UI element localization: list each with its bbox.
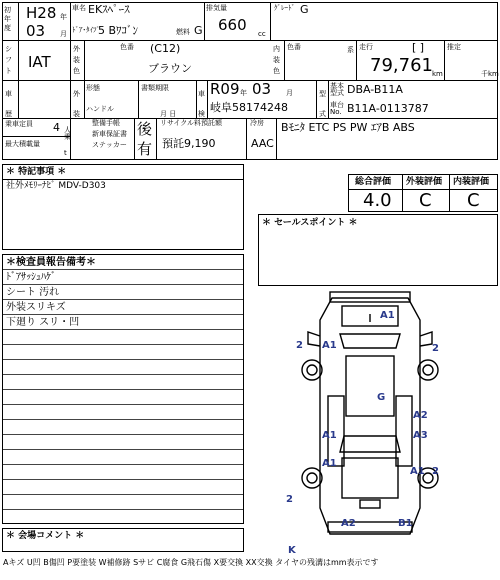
damage-mark: A3 xyxy=(413,430,428,441)
row-divider xyxy=(2,136,70,137)
handle-label: ハンドル xyxy=(86,105,114,113)
color-code-label: 色番 xyxy=(120,43,134,51)
month-unit: 月 xyxy=(60,30,67,38)
interior-score-label: 内装評価 xyxy=(453,177,490,187)
col-divider xyxy=(356,40,357,80)
damage-mark: A1 xyxy=(322,340,337,351)
inspector-item: シート 汚れ xyxy=(3,285,243,300)
model-label: 型式 xyxy=(319,90,326,118)
sales-point-box xyxy=(258,214,498,286)
row-divider xyxy=(270,40,498,41)
grade-value: G xyxy=(300,3,309,16)
grade-label: ｸﾞﾚｰﾄﾞ xyxy=(274,4,295,12)
warranty-label: 新車保証書 xyxy=(92,130,127,138)
col-divider xyxy=(449,175,450,211)
year-unit: 年 xyxy=(60,13,67,21)
blank-line xyxy=(3,345,243,360)
damage-mark: A2 xyxy=(341,518,356,529)
tire-tread-number: 2 xyxy=(296,340,303,351)
capacity-value: 4 xyxy=(53,121,60,134)
year-small-label: 初年度 xyxy=(4,6,11,32)
inspector-item: 外装スリキズ xyxy=(3,300,243,315)
thousand-km-unit: 千km xyxy=(481,70,499,78)
blank-line xyxy=(3,360,243,375)
col-divider xyxy=(84,40,85,80)
feature-item: 社外ﾒﾓﾘｰﾅﾋﾞ MDV-D303 xyxy=(6,181,106,191)
license-plate: 岐阜58174248 xyxy=(210,101,288,114)
has-mark: 有 xyxy=(137,140,153,158)
fuel-label: 燃料 xyxy=(176,28,190,36)
inspection-year-unit: 年 xyxy=(240,89,247,97)
col-divider xyxy=(402,175,403,211)
col-divider xyxy=(18,2,19,40)
inspector-box xyxy=(2,254,244,524)
system-label: 系 xyxy=(347,46,354,54)
color-code: (C12) xyxy=(150,42,181,55)
col-divider xyxy=(328,80,329,118)
col-divider xyxy=(246,118,247,160)
km-unit: km xyxy=(432,70,443,78)
blank-line xyxy=(3,435,243,450)
tire-tread-number: 2 xyxy=(286,494,293,505)
shift-label: シフト xyxy=(5,45,12,75)
interior-color-code-label: 色番 xyxy=(287,43,301,51)
estimate-label: 推定 xyxy=(447,43,461,51)
inspection-year: R09 xyxy=(210,80,240,98)
damage-mark: A2 xyxy=(413,410,428,421)
outer-label: 外装 xyxy=(73,90,80,118)
month-value: 03 xyxy=(26,22,46,40)
row-divider xyxy=(2,40,270,41)
blank-line xyxy=(3,510,243,524)
door-label: ﾄﾞｱ･ﾀｲﾌﾟ xyxy=(72,26,100,34)
scores-box xyxy=(348,174,498,212)
load-label: 最大積載量 xyxy=(5,140,40,148)
exterior-score-label: 外装評価 xyxy=(406,177,443,187)
equipment-list: Bﾓﾆﾀ ETC PS PW ｴｱB ABS xyxy=(281,121,415,134)
color-name: ブラウン xyxy=(148,62,192,75)
recycle-label: リサイクル料預託額 xyxy=(160,119,223,127)
damage-mark: A1 xyxy=(380,310,395,321)
ac-value: AAC xyxy=(251,137,274,150)
blank-line xyxy=(3,405,243,420)
damage-mark: G xyxy=(377,392,386,403)
total-score-label: 総合評価 xyxy=(355,177,392,187)
tire-tread-number: 2 xyxy=(432,343,439,354)
tire-tread-number: 2 xyxy=(432,466,439,477)
fuel-value: G xyxy=(194,24,203,37)
col-divider xyxy=(196,80,197,118)
seat-rear-mark: 後 xyxy=(137,120,153,138)
inspector-title: ＊検査員報告備考＊ xyxy=(3,255,243,270)
exterior-score: C xyxy=(419,190,432,211)
shift-value: IAT xyxy=(28,53,51,71)
capacity-label: 乗車定員 xyxy=(5,120,33,128)
mileage-bracket: [ ] xyxy=(412,41,425,54)
col-divider xyxy=(204,2,205,40)
blank-line xyxy=(3,495,243,510)
displacement-value: 660 xyxy=(218,16,247,34)
model-value: DBA-B11A xyxy=(347,83,403,96)
sticker-label: ステッカー xyxy=(92,141,127,149)
venue-comment-title: ＊ 会場コメント ＊ xyxy=(6,531,85,541)
col-divider xyxy=(138,80,139,118)
legend: Aキズ U凹 B傷凹 P要塗装 W補修跡 Sサビ C腐食 G飛石傷 X要交換 XX交換 タイヤの残溝はmm表示です xyxy=(3,558,379,567)
load-unit: t xyxy=(64,149,67,157)
inspection-label: 車検 xyxy=(198,90,205,118)
col-divider xyxy=(276,118,277,160)
damage-mark: A1 xyxy=(322,430,337,441)
interior-color-label: 内装色 xyxy=(273,45,280,75)
month-day-label: 月 日 xyxy=(160,110,177,118)
doc-deadline-label: 書類期限 xyxy=(141,84,169,92)
inspection-month-unit: 月 xyxy=(286,89,293,97)
col-divider xyxy=(270,2,271,40)
displacement-label: 排気量 xyxy=(206,4,227,12)
car-history-label: 車歴 xyxy=(5,90,12,118)
car-name-label: 車名 xyxy=(72,4,86,12)
features-title: ＊ 特記事項 ＊ xyxy=(6,167,67,177)
venue-comment-box xyxy=(2,528,244,552)
damage-mark: B1 xyxy=(398,518,413,529)
exterior-color-label: 外装色 xyxy=(73,45,80,75)
col-divider xyxy=(284,40,285,80)
inspector-item: ﾄﾞｱｻｯｼｭﾊｹﾞ xyxy=(3,270,243,285)
col-divider xyxy=(134,118,135,160)
inspector-item: 下廻り スリ・凹 xyxy=(3,315,243,330)
cc-unit: cc xyxy=(258,30,266,38)
recycle-fee: 預託9,190 xyxy=(162,137,216,150)
col-divider xyxy=(316,80,317,118)
chassis-number: B11A-0113787 xyxy=(347,102,429,115)
total-score: 4.0 xyxy=(363,190,392,211)
col-divider xyxy=(70,40,71,80)
blank-line xyxy=(3,465,243,480)
blank-line xyxy=(3,390,243,405)
capacity-unit: 人乗 xyxy=(64,126,71,141)
damage-mark: K xyxy=(288,545,296,556)
sales-point-title: ＊ セールスポイント ＊ xyxy=(262,218,358,228)
car-diagram xyxy=(270,286,470,556)
row-divider xyxy=(2,80,498,81)
mileage-value: 79,761 xyxy=(370,55,433,76)
year-value: H28 xyxy=(26,4,57,22)
col-divider xyxy=(156,118,157,160)
basic-model-label: 基本型式 xyxy=(330,82,344,97)
col-divider xyxy=(18,40,19,80)
blank-line xyxy=(3,450,243,465)
interior-score: C xyxy=(467,190,480,211)
chassis-label: 車台No. xyxy=(330,101,344,116)
blank-line xyxy=(3,375,243,390)
col-divider xyxy=(70,2,71,40)
col-divider xyxy=(207,80,208,118)
col-divider xyxy=(70,80,71,118)
col-divider xyxy=(444,40,445,80)
maintenance-label: 整備手帳 xyxy=(92,119,120,127)
door-type: 5 Bﾜｺﾞﾝ xyxy=(98,24,139,37)
damage-mark: A1 xyxy=(322,458,337,469)
shape-label: 形態 xyxy=(86,84,100,92)
blank-line xyxy=(3,330,243,345)
col-divider xyxy=(84,80,85,118)
car-name: EKｽﾍﾟｰｽ xyxy=(88,3,130,16)
features-box xyxy=(2,164,244,250)
row-divider xyxy=(3,179,243,180)
inspection-month: 03 xyxy=(252,80,272,98)
blank-line xyxy=(3,480,243,495)
ac-label: 冷房 xyxy=(250,119,264,127)
col-divider xyxy=(18,80,19,118)
blank-line xyxy=(3,420,243,435)
damage-mark: A1 xyxy=(410,466,425,477)
mileage-label: 走行 xyxy=(359,43,373,51)
